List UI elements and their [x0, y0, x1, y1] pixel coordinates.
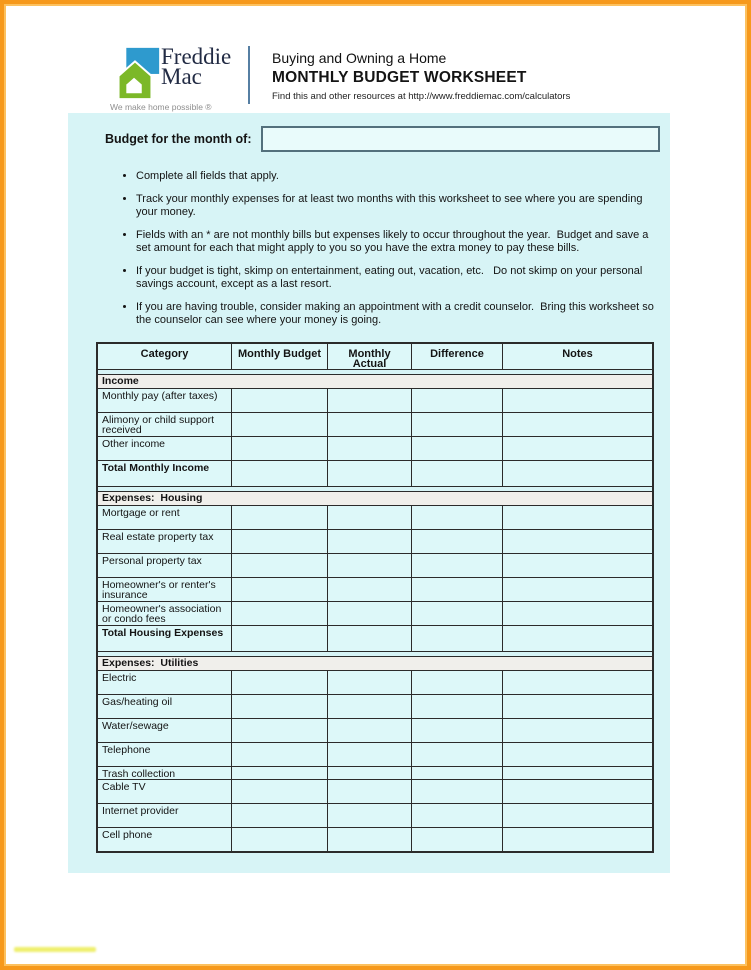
- month-label: Budget for the month of:: [105, 132, 252, 146]
- row-label: Homeowner's association or condo fees: [98, 602, 232, 625]
- value-cell[interactable]: [412, 743, 503, 766]
- row-label: Water/sewage: [98, 719, 232, 742]
- value-cell[interactable]: [412, 767, 503, 779]
- instruction-item: • If your budget is tight, skimp on entertainment, eating out, vacation, etc. Do not skimp on your personal savings account, except as a last resort.: [136, 265, 666, 291]
- value-cell[interactable]: [503, 530, 652, 553]
- value-cell[interactable]: [503, 461, 652, 486]
- brand-line1: Freddie: [161, 44, 232, 69]
- column-header: Difference: [412, 344, 503, 369]
- value-cell[interactable]: [503, 804, 652, 827]
- row-label: Cell phone: [98, 828, 232, 851]
- table-row: [98, 719, 652, 743]
- row-label: Total Monthly Income: [98, 461, 232, 486]
- freddie-mac-logo-icon: [110, 44, 160, 100]
- budget-table: [96, 342, 654, 853]
- value-cell[interactable]: [503, 626, 652, 651]
- row-label: Alimony or child support received: [98, 413, 232, 436]
- value-cell[interactable]: [328, 602, 412, 625]
- value-cell[interactable]: [232, 389, 328, 412]
- value-cell[interactable]: [328, 780, 412, 803]
- page-title: MONTHLY BUDGET WORKSHEET: [272, 69, 527, 86]
- row-label: Internet provider: [98, 804, 232, 827]
- value-cell[interactable]: [503, 719, 652, 742]
- row-label: Mortgage or rent: [98, 506, 232, 529]
- table-row: [98, 626, 652, 652]
- value-cell[interactable]: [328, 671, 412, 694]
- month-input[interactable]: [261, 126, 660, 152]
- table-row: [98, 695, 652, 719]
- column-header: Monthly Budget: [232, 344, 328, 369]
- table-row: [98, 461, 652, 487]
- value-cell[interactable]: [328, 828, 412, 851]
- table-row: [98, 413, 652, 437]
- watermark: [14, 947, 96, 952]
- table-row: [98, 828, 652, 851]
- page-header: [110, 44, 570, 112]
- table-row: [98, 530, 652, 554]
- value-cell[interactable]: [412, 461, 503, 486]
- value-cell[interactable]: [412, 554, 503, 577]
- value-cell[interactable]: [232, 437, 328, 460]
- value-cell[interactable]: [232, 461, 328, 486]
- value-cell[interactable]: [412, 719, 503, 742]
- value-cell[interactable]: [232, 506, 328, 529]
- table-section-row: [98, 657, 652, 671]
- value-cell[interactable]: [232, 719, 328, 742]
- value-cell[interactable]: [412, 804, 503, 827]
- row-label: Cable TV: [98, 780, 232, 803]
- table-section-row: [98, 492, 652, 506]
- row-label: Gas/heating oil: [98, 695, 232, 718]
- value-cell[interactable]: [503, 767, 652, 779]
- row-label: Electric: [98, 671, 232, 694]
- value-cell[interactable]: [412, 626, 503, 651]
- value-cell[interactable]: [503, 671, 652, 694]
- header-divider: [248, 46, 250, 104]
- value-cell[interactable]: [503, 602, 652, 625]
- value-cell[interactable]: [412, 389, 503, 412]
- brand-tagline: We make home possible ®: [110, 102, 212, 112]
- value-cell[interactable]: [328, 554, 412, 577]
- row-label: Homeowner's or renter's insurance: [98, 578, 232, 601]
- value-cell[interactable]: [328, 743, 412, 766]
- value-cell[interactable]: [412, 578, 503, 601]
- value-cell[interactable]: [328, 413, 412, 436]
- row-label: Total Housing Expenses: [98, 626, 232, 651]
- value-cell[interactable]: [232, 413, 328, 436]
- instruction-item: • Track your monthly expenses for at least two months with this worksheet to see where you are spending your money.: [136, 193, 666, 219]
- row-label: Income: [102, 375, 139, 387]
- value-cell[interactable]: [412, 780, 503, 803]
- row-label: Telephone: [98, 743, 232, 766]
- table-header-row: [98, 344, 652, 370]
- instruction-item: • Fields with an * are not monthly bills but expenses likely to occur throughout the year. Budget and save a set amount for each that might apply to you so you have the extra money to pay these bills.: [136, 229, 666, 255]
- brand-line2: Mac: [161, 64, 202, 89]
- value-cell[interactable]: [503, 554, 652, 577]
- row-label: Expenses: Utilities: [102, 657, 199, 669]
- value-cell[interactable]: [503, 828, 652, 851]
- value-cell[interactable]: [328, 389, 412, 412]
- value-cell[interactable]: [503, 413, 652, 436]
- header-subtitle: Buying and Owning a Home: [272, 50, 447, 66]
- resource-line: Find this and other resources at http://www.freddiemac.com/calculators: [272, 91, 571, 102]
- value-cell[interactable]: [503, 506, 652, 529]
- value-cell[interactable]: [232, 743, 328, 766]
- row-label: Personal property tax: [98, 554, 232, 577]
- value-cell[interactable]: [503, 695, 652, 718]
- value-cell[interactable]: [328, 719, 412, 742]
- table-row: [98, 767, 652, 780]
- value-cell[interactable]: [232, 828, 328, 851]
- column-header: Monthly Actual: [328, 344, 412, 369]
- value-cell[interactable]: [503, 437, 652, 460]
- row-label: Monthly pay (after taxes): [98, 389, 232, 412]
- month-row: [105, 126, 660, 152]
- brand-wordmark: [161, 44, 232, 89]
- instruction-list: [122, 170, 666, 337]
- value-cell[interactable]: [328, 626, 412, 651]
- value-cell[interactable]: [412, 602, 503, 625]
- row-label: Other income: [98, 437, 232, 460]
- value-cell[interactable]: [232, 780, 328, 803]
- value-cell[interactable]: [328, 578, 412, 601]
- value-cell[interactable]: [232, 626, 328, 651]
- freddie-mac-brand: [110, 44, 244, 112]
- value-cell[interactable]: [412, 828, 503, 851]
- table-row: [98, 602, 652, 626]
- table-row: [98, 578, 652, 602]
- value-cell[interactable]: [232, 578, 328, 601]
- value-cell[interactable]: [503, 389, 652, 412]
- value-cell[interactable]: [412, 506, 503, 529]
- value-cell[interactable]: [503, 743, 652, 766]
- instruction-item: • If you are having trouble, consider making an appointment with a credit counselor. Bring this worksheet so the counselor can see where your money is going.: [136, 301, 666, 327]
- row-label: Real estate property tax: [98, 530, 232, 553]
- table-row: [98, 804, 652, 828]
- value-cell[interactable]: [412, 695, 503, 718]
- value-cell[interactable]: [328, 461, 412, 486]
- value-cell[interactable]: [232, 804, 328, 827]
- value-cell[interactable]: [232, 554, 328, 577]
- instruction-item: • Complete all fields that apply.: [136, 170, 666, 183]
- row-label: Expenses: Housing: [102, 492, 203, 504]
- table-row: [98, 506, 652, 530]
- table-row: [98, 389, 652, 413]
- column-header: Notes: [562, 348, 593, 360]
- table-section-row: [98, 375, 652, 389]
- table-row: [98, 437, 652, 461]
- value-cell[interactable]: [232, 530, 328, 553]
- value-cell[interactable]: [232, 767, 328, 779]
- value-cell[interactable]: [503, 780, 652, 803]
- worksheet-panel: [68, 113, 670, 873]
- table-row: [98, 671, 652, 695]
- table-row: [98, 554, 652, 578]
- value-cell[interactable]: [412, 530, 503, 553]
- value-cell[interactable]: [503, 578, 652, 601]
- value-cell[interactable]: [412, 413, 503, 436]
- value-cell[interactable]: [328, 804, 412, 827]
- value-cell[interactable]: [232, 695, 328, 718]
- value-cell[interactable]: [328, 695, 412, 718]
- value-cell[interactable]: [328, 767, 412, 779]
- column-header: Category: [98, 344, 232, 369]
- value-cell[interactable]: [412, 671, 503, 694]
- row-label: Trash collection: [98, 767, 232, 779]
- value-cell[interactable]: [328, 530, 412, 553]
- value-cell[interactable]: [328, 506, 412, 529]
- value-cell[interactable]: [232, 671, 328, 694]
- table-row: [98, 780, 652, 804]
- value-cell[interactable]: [232, 602, 328, 625]
- table-row: [98, 743, 652, 767]
- value-cell[interactable]: [412, 437, 503, 460]
- value-cell[interactable]: [328, 437, 412, 460]
